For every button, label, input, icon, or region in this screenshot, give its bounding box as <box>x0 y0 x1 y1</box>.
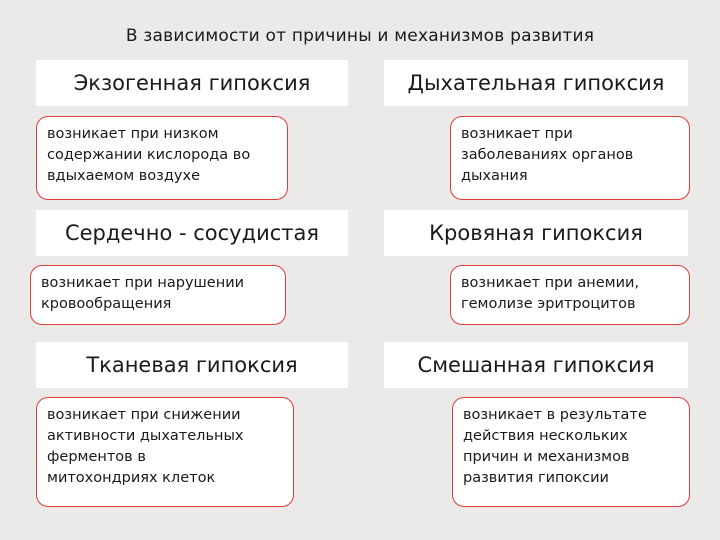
callout-line: дыхания <box>461 168 528 184</box>
header-blood-hypoxia: Кровяная гипоксия <box>384 210 688 256</box>
slide-title: В зависимости от причины и механизмов развития <box>125 26 595 46</box>
callout-mixed-hypoxia <box>452 397 690 507</box>
callout-line: содержании кислорода во <box>47 147 251 163</box>
callout-line: митохондриях клеток <box>47 470 216 486</box>
callout-exogenous-hypoxia <box>36 116 288 200</box>
callout-line: заболеваниях органов <box>461 147 634 163</box>
callout-line: возникает при низком <box>47 126 219 142</box>
header-cardiovascular-hypoxia: Сердечно - сосудистая <box>36 210 348 256</box>
header-tissue-hypoxia: Тканевая гипоксия <box>36 342 348 388</box>
callout-respiratory-hypoxia <box>450 116 690 200</box>
callout-line: активности дыхательных <box>47 428 244 444</box>
callout-tissue-hypoxia <box>36 397 294 507</box>
callout-line: возникает при анемии, <box>461 275 640 291</box>
callout-blood-hypoxia <box>450 265 690 325</box>
callout-cardiovascular-hypoxia <box>30 265 286 325</box>
callout-line: вдыхаемом воздухе <box>47 168 201 184</box>
callout-line: возникает при нарушении <box>41 275 245 291</box>
callout-line: развития гипоксии <box>463 470 609 486</box>
callout-line: ферментов в <box>47 449 146 465</box>
header-mixed-hypoxia: Смешанная гипоксия <box>384 342 688 388</box>
callout-line: кровообращения <box>41 296 172 312</box>
callout-line: возникает в результате <box>463 407 647 423</box>
header-respiratory-hypoxia: Дыхательная гипоксия <box>384 60 688 106</box>
callout-line: причин и механизмов <box>463 449 630 465</box>
callout-line: гемолизе эритроцитов <box>461 296 636 312</box>
callout-line: возникает при снижении <box>47 407 241 423</box>
callout-line: возникает при <box>461 126 573 142</box>
header-exogenous-hypoxia: Экзогенная гипоксия <box>36 60 348 106</box>
callout-line: действия нескольких <box>463 428 628 444</box>
